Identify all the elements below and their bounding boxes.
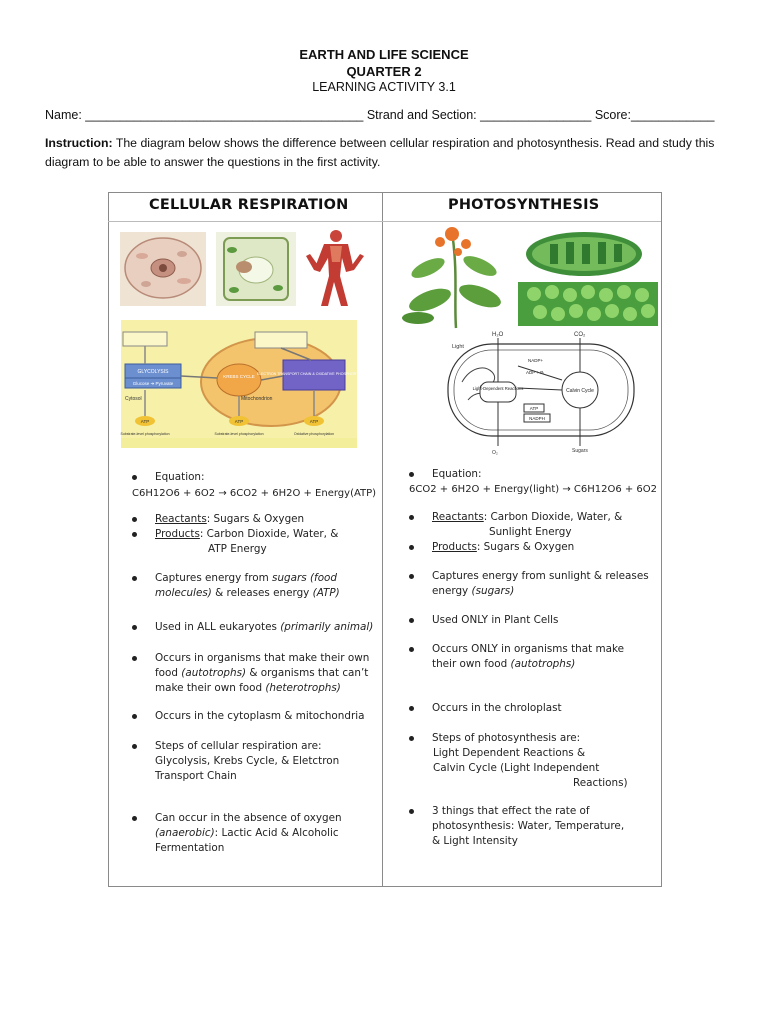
equation-label: Equation: xyxy=(155,471,205,483)
nadph-label: NADPH xyxy=(529,416,545,421)
photosynthesis-diagram xyxy=(440,328,645,456)
text-span: Transport Chain xyxy=(155,770,237,782)
name-label: Name: xyxy=(45,108,86,122)
bullet-dot xyxy=(132,625,137,630)
chloroplast-image-2 xyxy=(518,282,658,326)
step-line: Light Dependent Reactions & xyxy=(433,747,586,759)
bullet-dot xyxy=(132,816,137,821)
text-span: Fermentation xyxy=(155,842,225,854)
text-span: Captures energy from xyxy=(155,572,273,584)
text-span: (autotrophs) xyxy=(181,667,247,679)
nadp-label: NADP+ xyxy=(528,358,544,363)
products-text: : Sugars & Oxygen xyxy=(476,541,575,553)
products-label: Products xyxy=(432,541,477,553)
etc-label: ELECTRON TRANSPORT CHAIN & OXIDATIVE PHOSPHORYLATION xyxy=(256,372,372,376)
instruction-text: The diagram below shows the difference between cellular respiration and photosynthesis. Read and study this diagram to be able to answer the questions in the first activity. xyxy=(45,136,715,169)
atp-label-3: ATP xyxy=(309,419,319,424)
reactants-text: : Carbon Dioxide, Water, & xyxy=(483,511,623,523)
text-span: 3 things that effect the rate of xyxy=(432,805,590,817)
bullet-dot xyxy=(409,574,414,579)
text-span: Captures energy from sunlight & releases xyxy=(432,570,649,582)
score-field[interactable]: ____________ xyxy=(630,108,715,122)
reactants-label: Reactants xyxy=(155,513,207,525)
bullet-dot xyxy=(132,475,137,480)
strand-label: Strand and Section: xyxy=(363,108,481,122)
atp-label-2: ATP xyxy=(234,419,244,424)
chloroplast-image-1 xyxy=(526,232,642,276)
text-span: Occurs in organisms that make their own xyxy=(155,652,370,664)
text-span: food xyxy=(155,667,182,679)
equation-label: Equation: xyxy=(432,468,482,480)
products-text: : Carbon Dioxide, Water, & xyxy=(199,528,339,540)
text-span: energy xyxy=(432,585,472,597)
text-span: (heterotrophs) xyxy=(265,682,341,694)
activity-label: LEARNING ACTIVITY 3.1 xyxy=(312,80,456,94)
column-divider xyxy=(382,192,383,886)
document-title: EARTH AND LIFE SCIENCE xyxy=(299,47,469,62)
bullet-dot xyxy=(409,472,414,477)
plant-illustrations xyxy=(400,222,660,330)
bullet-dot xyxy=(409,809,414,814)
text-span: Occurs in the cytoplasm & mitochondria xyxy=(155,710,365,722)
ldr-label: Light-Dependent Reactions xyxy=(472,386,524,391)
quarter-label: QUARTER 2 xyxy=(346,64,422,79)
cellular-respiration-title: CELLULAR RESPIRATION xyxy=(149,197,349,213)
reactants-text: : Sugars & Oxygen xyxy=(206,513,305,525)
text-span: molecules) xyxy=(155,587,212,599)
bullet-dot xyxy=(132,532,137,537)
glucose-pyruvate-label: Glucose ➜ Pyruvate xyxy=(132,381,174,386)
text-span: & organisms that can’t xyxy=(246,667,369,679)
bullet-dot xyxy=(132,656,137,661)
step-line: Reactions) xyxy=(573,777,628,789)
text-span: make their own food xyxy=(155,682,266,694)
bullet-dot xyxy=(409,545,414,550)
strand-field[interactable]: ________________ xyxy=(480,108,592,122)
text-span: Steps of photosynthesis are: xyxy=(432,732,581,744)
bullet-dot xyxy=(132,714,137,719)
text-span: (ATP) xyxy=(312,587,340,599)
mitochondrion-label: Mitochondrion xyxy=(241,396,273,402)
cellular-respiration-diagram xyxy=(120,320,372,448)
text-span: Can occur in the absence of oxygen xyxy=(155,812,342,824)
atp-label-1: ATP xyxy=(140,419,150,424)
step-line: Calvin Cycle (Light Independent xyxy=(433,762,600,774)
text-span: (anaerobic) xyxy=(155,827,215,839)
text-span: & releases energy xyxy=(211,587,313,599)
photosynthesis-title: PHOTOSYNTHESIS xyxy=(448,197,600,213)
text-span: Occurs in the chroloplast xyxy=(432,702,562,714)
text-span: their own food xyxy=(432,658,511,670)
text-span: Steps of cellular respiration are: xyxy=(155,740,322,752)
calvin-label: Calvin Cycle xyxy=(566,388,594,394)
bullet-dot xyxy=(409,736,414,741)
text-span: sugars (food xyxy=(272,572,338,584)
text-span: (primarily animal) xyxy=(280,621,374,633)
cellular-equation: C6H12O6 + 6O2 → 6CO2 + 6H2O + Energy(ATP) xyxy=(132,488,377,499)
oxidative-label: Oxidative phosphorylation xyxy=(293,432,335,436)
bullet-dot xyxy=(409,515,414,520)
adp-label: ADP + Pᵢ xyxy=(526,370,545,375)
plant-cell-image xyxy=(216,232,296,306)
text-span: (sugars) xyxy=(471,585,515,597)
cellular-respiration-list xyxy=(132,470,380,870)
text-span: & Light Intensity xyxy=(432,835,518,847)
animal-cell-image xyxy=(120,232,206,306)
photosynthesis-equation: 6CO2 + 6H2O + Energy(light) → C6H12O6 + 6O2 xyxy=(409,484,658,495)
instruction-paragraph xyxy=(45,134,717,172)
text-span: : Lactic Acid & Alcoholic xyxy=(214,827,339,839)
o2-label: O₂ xyxy=(492,450,498,456)
name-field[interactable]: ________________________________________ xyxy=(85,108,364,122)
muscle-figure-image xyxy=(306,230,364,306)
atp-label: ATP xyxy=(529,406,539,411)
student-fields xyxy=(45,108,725,122)
sugars-label: Sugars xyxy=(572,448,588,454)
text-span: Occurs ONLY in organisms that make xyxy=(432,643,625,655)
light-label: Light xyxy=(452,344,464,350)
glycolysis-label: GLYCOLYSIS xyxy=(137,369,169,375)
bullet-dot xyxy=(409,706,414,711)
text-span: photosynthesis: Water, Temperature, xyxy=(432,820,625,832)
text-span: Used in ALL eukaryotes xyxy=(155,621,281,633)
cytosol-label: Cytosol xyxy=(125,396,142,402)
krebs-label: KREBS CYCLE xyxy=(223,374,255,379)
bullet-dot xyxy=(409,618,414,623)
h2o-label: H₂O xyxy=(492,332,504,338)
text-span: Glycolysis, Krebs Cycle, & Eletctron xyxy=(155,755,340,767)
bullet-dot xyxy=(132,517,137,522)
reactants-label: Reactants xyxy=(432,511,484,523)
products-label: Products xyxy=(155,528,200,540)
substrate-label-2: Substrate-level phosphorylation xyxy=(214,432,264,436)
co2-label: CO₂ xyxy=(574,332,586,338)
text-span: (autotrophs) xyxy=(510,658,576,670)
bullet-dot xyxy=(132,744,137,749)
text-span: Used ONLY in Plant Cells xyxy=(432,614,559,626)
products-text-2: ATP Energy xyxy=(208,543,267,555)
score-label: Score: xyxy=(591,108,631,122)
bullet-dot xyxy=(132,576,137,581)
bullet-dot xyxy=(409,647,414,652)
instruction-label: Instruction: xyxy=(45,136,113,150)
cell-illustrations xyxy=(118,226,378,310)
plant-image xyxy=(402,227,504,328)
substrate-label-1: Substrate-level phosphorylation xyxy=(120,432,170,436)
reactants-text-2: Sunlight Energy xyxy=(489,526,572,538)
photosynthesis-list xyxy=(409,467,657,867)
